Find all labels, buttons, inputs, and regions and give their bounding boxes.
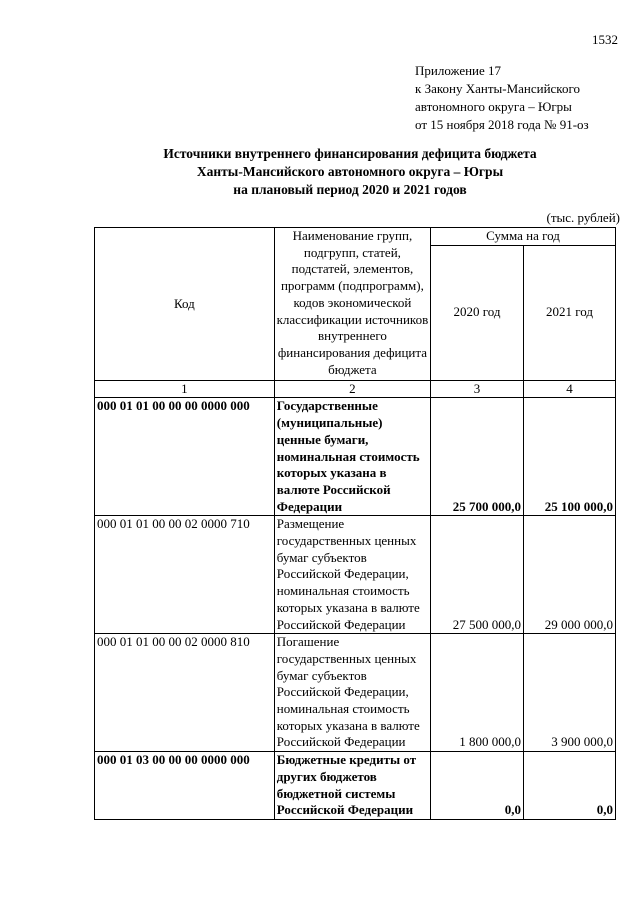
- document-title: [90, 145, 610, 199]
- row-name: Размещение государственных ценных бумаг субъектов Российской Федерации, номинальная стоимость которых указана в валюте Российской Федерации: [274, 516, 430, 634]
- header-sum: Сумма на год: [431, 228, 616, 246]
- row-code: 000 01 01 00 00 02 0000 710: [95, 516, 275, 634]
- appendix-line: автономного округа – Югры: [415, 99, 572, 114]
- appendix-line: к Закону Ханты-Мансийского: [415, 81, 580, 96]
- title-line: на плановый период 2020 и 2021 годов: [233, 182, 467, 197]
- table-row: [95, 752, 616, 820]
- row-amount-2020: 27 500 000,0: [431, 516, 524, 634]
- column-number-row: [95, 380, 616, 398]
- header-name: Наименование групп, подгрупп, статей, подстатей, элементов, программ (подпрограмм), кодов экономической классификации источников внутреннего финансирования дефицита бюджета: [274, 228, 430, 381]
- header-year-2021: 2021 год: [524, 245, 616, 380]
- appendix-line: от 15 ноября 2018 года № 91-оз: [415, 117, 589, 132]
- appendix-line: Приложение 17: [415, 63, 502, 78]
- column-number: 2: [274, 380, 430, 398]
- row-amount-2020: 0,0: [431, 752, 524, 820]
- row-amount-2021: 3 900 000,0: [524, 634, 616, 752]
- row-amount-2021: 0,0: [524, 752, 616, 820]
- row-name: Погашение государственных ценных бумаг субъектов Российской Федерации, номинальная стоимость которых указана в валюте Российской Федерации: [274, 634, 430, 752]
- page-number: 1532: [592, 32, 618, 47]
- row-code: 000 01 03 00 00 00 0000 000: [95, 752, 275, 820]
- row-code: 000 01 01 00 00 02 0000 810: [95, 634, 275, 752]
- table-header-row: [95, 228, 616, 246]
- appendix-reference: [415, 62, 589, 134]
- financing-sources-table: [94, 227, 616, 820]
- column-number: 3: [431, 380, 524, 398]
- title-line: Ханты-Мансийского автономного округа – Югры: [196, 164, 504, 179]
- header-year-2020: 2020 год: [431, 245, 524, 380]
- title-line: Источники внутреннего финансирования дефицита бюджета: [163, 146, 537, 161]
- row-amount-2021: 29 000 000,0: [524, 516, 616, 634]
- row-amount-2021: 25 100 000,0: [524, 398, 616, 516]
- row-amount-2020: 1 800 000,0: [431, 634, 524, 752]
- row-code: 000 01 01 00 00 00 0000 000: [95, 398, 275, 516]
- row-name: Государственные (муниципальные) ценные бумаги, номинальная стоимость которых указана в валюте Российской Федерации: [274, 398, 430, 516]
- row-amount-2020: 25 700 000,0: [431, 398, 524, 516]
- row-name: Бюджетные кредиты от других бюджетов бюджетной системы Российской Федерации: [274, 752, 430, 820]
- table-row: [95, 398, 616, 516]
- table-row: [95, 634, 616, 752]
- table-row: [95, 516, 616, 634]
- units-label: (тыс. рублей): [546, 210, 620, 225]
- header-code: Код: [95, 228, 275, 381]
- column-number: 4: [524, 380, 616, 398]
- column-number: 1: [95, 380, 275, 398]
